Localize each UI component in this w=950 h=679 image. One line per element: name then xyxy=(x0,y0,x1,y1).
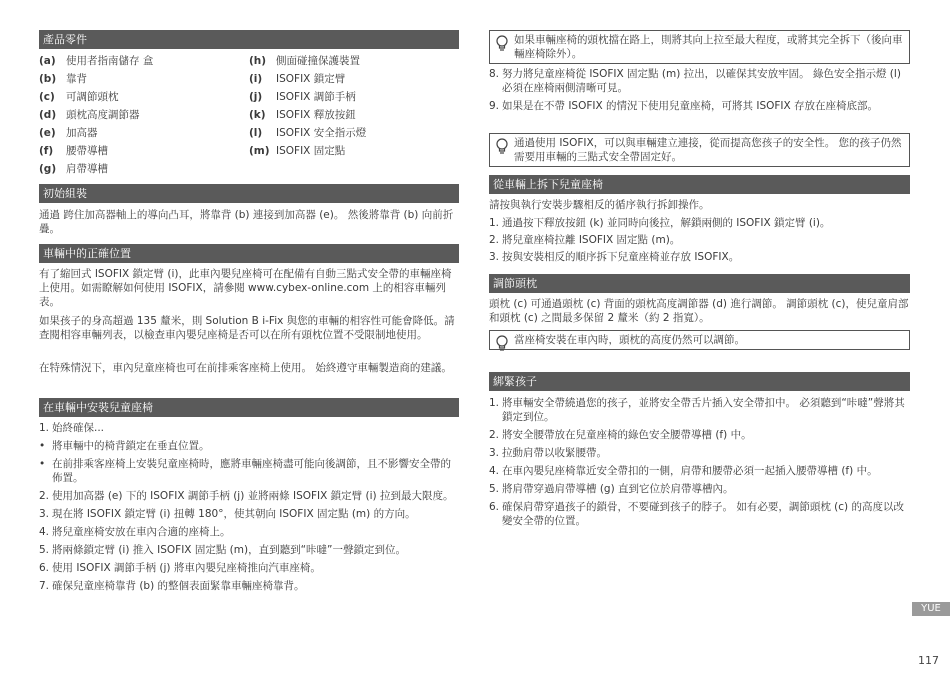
list-item: 3. 按與安裝相反的順序拆下兒童座椅並存放 ISOFIX。 xyxy=(489,251,740,263)
remove-steps-list xyxy=(489,216,910,267)
tip-text: 當座椅安裝在車內時，頭枕的高度仍然可以調節。 xyxy=(514,334,745,346)
install-steps-list xyxy=(39,421,459,597)
list-item: 4. 在車內嬰兒座椅靠近安全帶扣的一側，肩帶和腰帶必須一起插入腰帶導槽 (f) 中。 xyxy=(489,465,878,477)
list-item: 1. 始終確保... xyxy=(39,422,105,434)
part-item: (l) ISOFIX 安全指示燈 xyxy=(249,127,367,139)
tip-box xyxy=(489,30,910,64)
list-item: • 將車輛中的椅背鎖定在垂直位置。 xyxy=(39,440,210,452)
section-header-install: 在車輛中安裝兒童座椅 xyxy=(39,398,459,417)
part-item: (f) 腰帶導槽 xyxy=(39,145,108,157)
lightbulb-icon xyxy=(495,335,509,353)
secure-steps-list xyxy=(489,396,910,532)
tip-box xyxy=(489,330,910,350)
part-item: (m) ISOFIX 固定點 xyxy=(249,145,346,157)
lightbulb-icon xyxy=(495,35,509,53)
section-header-parts: 產品零件 xyxy=(39,30,459,49)
list-item: 7. 確保兒童座椅靠背 (b) 的整個表面緊靠車輛座椅靠背。 xyxy=(39,580,305,592)
list-item: 6. 確保肩帶穿過孩子的鎖骨，不要碰到孩子的脖子。 如有必要，調節頭枕 (c) 的高度以改變安全帶的位置。 xyxy=(489,501,904,527)
list-item: • 在前排乘客座椅上安裝兒童座椅時，應將車輛座椅盡可能向後調節，且不影響安全帶的佈置。 xyxy=(39,458,451,484)
list-item: 4. 將兒童座椅安放在車內合適的座椅上。 xyxy=(39,526,231,538)
part-item: (h) 側面碰撞保護裝置 xyxy=(249,55,360,67)
initial-assembly-text: 通過 跨住加高器軸上的導向凸耳，將靠背 (b) 連接到加高器 (e)。 然後將靠背 (b) 向前折疊。 xyxy=(39,209,454,235)
list-item: 2. 將兒童座椅拉離 ISOFIX 固定點 (m)。 xyxy=(489,234,681,246)
position-paragraph-3: 在特殊情況下，車內兒童座椅也可在前排乘客座椅上使用。 始終遵守車輛製造商的建議。 xyxy=(39,362,452,374)
part-item: (e) 加高器 xyxy=(39,127,98,139)
part-item: (b) 靠背 xyxy=(39,73,87,85)
list-item: 3. 現在將 ISOFIX 鎖定臂 (i) 扭轉 180°，使其朝向 ISOFIX 固定點 (m) 的方向。 xyxy=(39,508,416,520)
list-item: 1. 將車輛安全帶繞過您的孩子，並將安全帶舌片插入安全帶扣中。 必須聽到“咔噠”聲將其鎖定到位。 xyxy=(489,397,905,423)
part-item: (j) ISOFIX 調節手柄 xyxy=(249,91,356,103)
list-item: 8. 努力將兒童座椅從 ISOFIX 固定點 (m) 拉出，以確保其安放牢固。 綠色安全指示燈 (l) 必須在座椅兩側清晰可見。 xyxy=(489,68,901,94)
tip-box xyxy=(489,133,910,167)
position-paragraph-1: 有了縮回式 ISOFIX 鎖定臂 (i)，此車內嬰兒座椅可在配備有自動三點式安全帶的車輛座椅上使用。如需瞭解如何使用 ISOFIX，請參閱 www.cybex-online.com 上的相容車輛列表。 xyxy=(39,268,452,308)
list-item: 5. 將兩條鎖定臂 (i) 推入 ISOFIX 固定點 (m)，直到聽到“咔噠”一聲鎖定到位。 xyxy=(39,544,406,556)
part-item: (i) ISOFIX 鎖定臂 xyxy=(249,73,346,85)
tip-text: 如果車輛座椅的頭枕擋在路上，則將其向上拉至最大程度，或將其完全拆下（後向車輛座椅除外）。 xyxy=(514,34,903,60)
remove-intro-text: 請按與執行安裝步驟相反的循序執行拆卸操作。 xyxy=(489,199,710,211)
part-item: (d) 頭枕高度調節器 xyxy=(39,109,140,121)
part-item: (a) 使用者指南儲存 盒 xyxy=(39,55,154,67)
part-item: (c) 可調節頭枕 xyxy=(39,91,119,103)
page-number: 117 xyxy=(918,654,939,667)
list-item: 3. 拉動肩帶以收緊腰帶。 xyxy=(489,447,607,459)
section-header-initial-assembly: 初始組裝 xyxy=(39,184,459,203)
list-item: 1. 通過按下釋放按鈕 (k) 並同時向後拉，解鎖兩側的 ISOFIX 鎖定臂 (i)。 xyxy=(489,217,831,229)
part-item: (k) ISOFIX 釋放按鈕 xyxy=(249,109,356,121)
lightbulb-icon xyxy=(495,138,509,156)
section-header-secure-child: 綁緊孩子 xyxy=(489,372,910,391)
install-steps-continued xyxy=(489,67,910,117)
list-item: 5. 將肩帶穿過肩帶導槽 (g) 直到它位於肩帶導槽內。 xyxy=(489,483,734,495)
section-header-remove: 從車輛上拆下兒童座椅 xyxy=(489,175,910,194)
part-item: (g) 肩帶導槽 xyxy=(39,163,108,175)
list-item: 9. 如果是在不帶 ISOFIX 的情況下使用兒童座椅，可將其 ISOFIX 存放在座椅底部。 xyxy=(489,100,879,112)
list-item: 6. 使用 ISOFIX 調節手柄 (j) 將車內嬰兒座椅推向汽車座椅。 xyxy=(39,562,321,574)
position-paragraph-2: 如果孩子的身高超過 135 釐米，則 Solution B i-Fix 與您的車輛的相容性可能會降低。請查閱相容車輛列表，以檢查車內嬰兒座椅是否可以在所有頭枕位置不受限制地使用。 xyxy=(39,315,455,341)
tip-text: 通過使用 ISOFIX，可以與車輛建立連接，從而提高您孩子的安全性。 您的孩子仍然需要用車輛的三點式安全帶固定好。 xyxy=(514,137,902,163)
language-tag: YUE xyxy=(912,602,950,616)
list-item: 2. 使用加高器 (e) 下的 ISOFIX 調節手柄 (j) 並將兩條 ISOFIX 鎖定臂 (i) 拉到最大限度。 xyxy=(39,490,454,502)
list-item: 2. 將安全腰帶放在兒童座椅的綠色安全腰帶導槽 (f) 中。 xyxy=(489,429,752,441)
section-header-headrest: 調節頭枕 xyxy=(489,274,910,293)
headrest-text: 頭枕 (c) 可通過頭枕 (c) 背面的頭枕高度調節器 (d) 進行調節。 調節頭枕 (c)，使兒童肩部 和頭枕 (c) 之間最多保留 2 釐米（約 2 指寬）。 xyxy=(489,298,909,324)
section-header-vehicle-position: 車輛中的正確位置 xyxy=(39,244,459,263)
